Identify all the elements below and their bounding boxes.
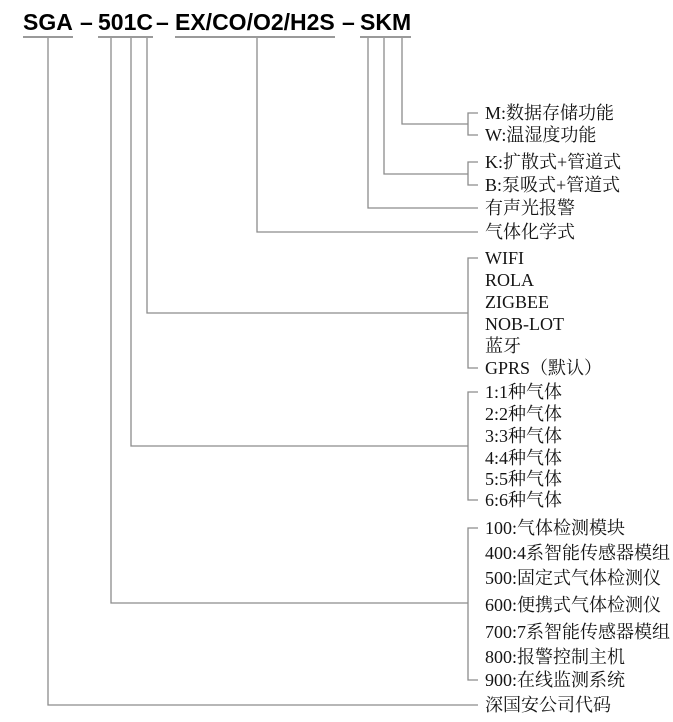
title-segment-company-code: SGA	[23, 9, 73, 38]
connector-gas-count-branch	[131, 38, 468, 446]
bracket-storage	[468, 113, 478, 135]
label-gas-count-1: 1:1种气体	[485, 382, 563, 402]
bracket-sampling	[468, 162, 478, 185]
label-gas-count-5: 5:5种气体	[485, 469, 563, 489]
label-sampling-b: B:泵吸式+管道式	[485, 175, 621, 195]
label-gas-count-6: 6:6种气体	[485, 490, 563, 510]
label-gas-count-4: 4:4种气体	[485, 448, 563, 468]
bracket-communication	[468, 258, 478, 368]
label-comm-rola: ROLA	[485, 270, 534, 290]
label-series-600: 600:便携式气体检测仪	[485, 595, 662, 615]
connector-series-branch	[111, 38, 468, 603]
connector-c-branch	[147, 38, 468, 313]
label-alarm: 有声光报警	[485, 198, 575, 218]
connector-m-branch	[402, 38, 468, 124]
title-segment-suffix: SKM	[360, 9, 411, 38]
bracket-series	[468, 528, 478, 680]
title-dash-3: –	[342, 9, 355, 35]
label-company-code: 深国安公司代码	[485, 695, 611, 715]
title-dash-1: –	[80, 9, 93, 35]
label-gas-formula: 气体化学式	[485, 222, 575, 242]
label-comm-gprs: GPRS（默认）	[485, 358, 603, 378]
label-gas-count-2: 2:2种气体	[485, 404, 563, 424]
label-storage-m: M:数据存储功能	[485, 103, 615, 123]
label-series-400: 400:4系智能传感器模组	[485, 543, 671, 563]
label-comm-zigbee: ZIGBEE	[485, 292, 549, 312]
label-sampling-k: K:扩散式+管道式	[485, 152, 622, 172]
connector-sga-branch	[48, 38, 478, 705]
title-segment-model: 501C	[98, 9, 153, 38]
connector-k-branch	[384, 38, 468, 174]
label-series-800: 800:报警控制主机	[485, 647, 626, 667]
label-series-700: 700:7系智能传感器模组	[485, 622, 671, 642]
label-comm-bluetooth: 蓝牙	[485, 336, 521, 356]
title-segment-gas-formulas: EX/CO/O2/H2S	[175, 9, 335, 38]
label-comm-wifi: WIFI	[485, 248, 524, 268]
bracket-gas-count	[468, 392, 478, 500]
label-series-900: 900:在线监测系统	[485, 670, 626, 690]
label-series-100: 100:气体检测模块	[485, 518, 626, 538]
label-storage-w: W:温湿度功能	[485, 125, 597, 145]
label-gas-count-3: 3:3种气体	[485, 426, 563, 446]
label-comm-noblot: NOB-LOT	[485, 314, 564, 334]
title-dash-2: –	[156, 9, 169, 35]
label-series-500: 500:固定式气体检测仪	[485, 568, 662, 588]
